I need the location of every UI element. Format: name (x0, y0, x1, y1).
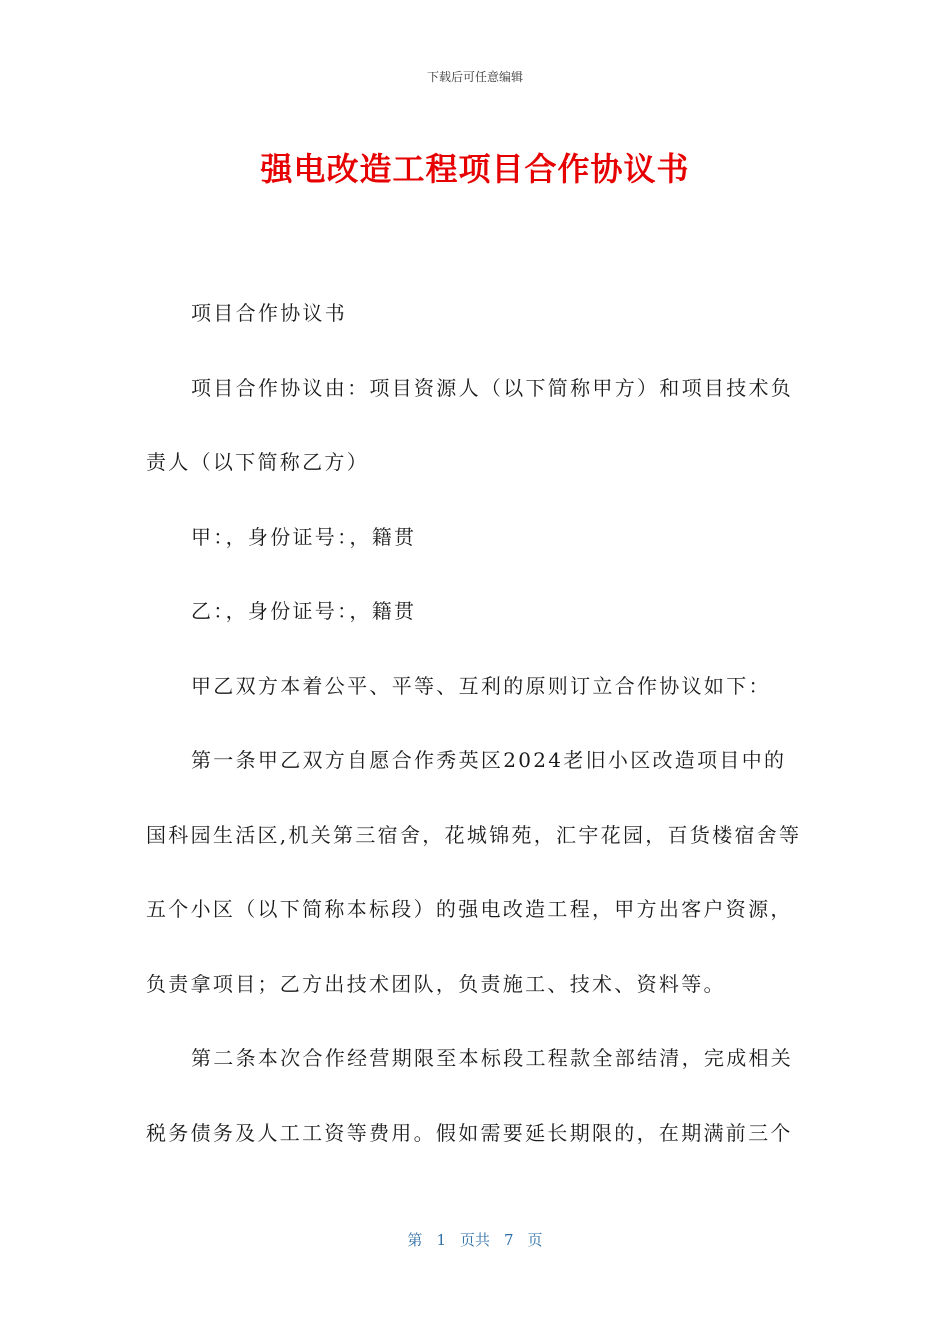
paragraph: 甲乙双方本着公平、平等、互利的原则订立合作协议如下： (191, 673, 771, 698)
footer-label-page: 第 (407, 1231, 423, 1249)
paragraph: 项目合作协议书 (191, 301, 348, 325)
footer-total-pages: 7 (504, 1231, 514, 1249)
paragraph: 乙：，身份证号：，籍贯 (191, 599, 417, 623)
paragraph: 第一条甲乙双方自愿合作秀英区2024老旧小区改造项目中的国科园生活区,机关第三宿舍，花城锦苑，汇宇花园，百货楼宿舍等五个小区（以下简称本标段）的强电改造工程，甲方出客户资源，负责拿项目；乙方出技术团队，负责施工、技术、资料等。 (146, 748, 802, 996)
paragraph: 项目合作协议由：项目资源人（以下简称甲方）和项目技术负责人（以下简称乙方） (146, 375, 794, 474)
header-note: 下载后可任意编辑 (426, 70, 523, 84)
footer-label-end: 页 (527, 1231, 543, 1249)
document-body (146, 276, 806, 1170)
paragraph: 第二条本次合作经营期限至本标段工程款全部结清，完成相关税务债务及人工工资等费用。假如需要延长期限的，在期满前三个 (146, 1046, 794, 1145)
document-title: 强电改造工程项目合作协议书 (260, 150, 690, 188)
footer-label-total: 页共 (459, 1231, 490, 1249)
paragraph: 甲：，身份证号：，籍贯 (191, 524, 417, 549)
page-footer (0, 1229, 950, 1250)
footer-current-page: 1 (436, 1231, 446, 1249)
